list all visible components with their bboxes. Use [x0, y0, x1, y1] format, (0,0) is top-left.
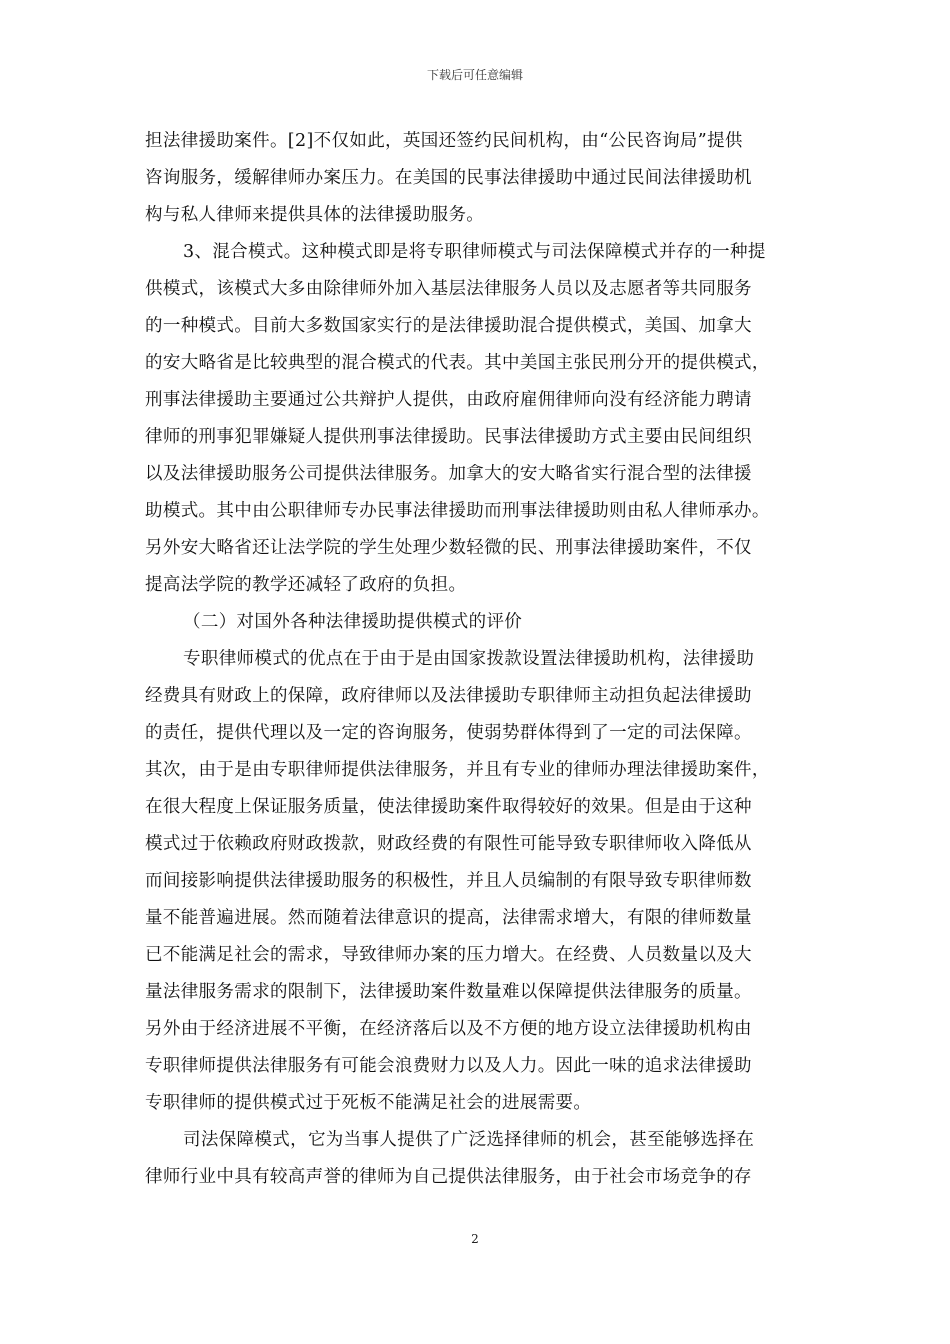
page-header: 下载后可任意编辑 — [426, 68, 523, 82]
body-line: 的安大略省是比较典型的混合模式的代表。其中美国主张民刑分开的提供模式， — [145, 353, 770, 373]
body-line: 律师的刑事犯罪嫌疑人提供刑事法律援助。民事法律援助方式主要由民间组织 — [145, 427, 752, 447]
body-line: 以及法律援助服务公司提供法律服务。加拿大的安大略省实行混合型的法律援 — [145, 464, 752, 484]
body-line: 专职律师的提供模式过于死板不能满足社会的进展需要。 — [145, 1093, 592, 1113]
body-line: 刑事法律援助主要通过公共辩护人提供，由政府雇佣律师向没有经济能力聘请 — [145, 390, 752, 410]
body-line: 构与私人律师来提供具体的法律援助服务。 — [145, 205, 485, 225]
body-line: 经费具有财政上的保障，政府律师以及法律援助专职律师主动担负起法律援助 — [145, 686, 752, 706]
body-line: 另外安大略省还让法学院的学生处理少数轻微的民、刑事法律援助案件，不仅 — [145, 538, 752, 558]
body-line: 专职律师提供法律服务有可能会浪费财力以及人力。因此一味的追求法律援助 — [145, 1056, 752, 1076]
paragraph-first-line: 司法保障模式，它为当事人提供了广泛选择律师的机会，甚至能够选择在 — [183, 1130, 755, 1150]
body-line: 的责任，提供代理以及一定的咨询服务，使弱势群体得到了一定的司法保障。 — [145, 723, 752, 743]
body-line: 律师行业中具有较高声誉的律师为自己提供法律服务，由于社会市场竞争的存 — [145, 1167, 752, 1187]
body-line: 模式过于依赖政府财政拨款，财政经费的有限性可能导致专职律师收入降低从 — [145, 834, 752, 854]
body-line: 担法律援助案件。[2]不仅如此，英国还签约民间机构，由“公民咨询局”提供 — [145, 131, 743, 151]
section-heading: （二）对国外各种法律援助提供模式的评价 — [183, 612, 523, 632]
body-line: 已不能满足社会的需求，导致律师办案的压力增大。在经费、人员数量以及大 — [145, 945, 752, 965]
body-line: 供模式，该模式大多由除律师外加入基层法律服务人员以及志愿者等共同服务 — [145, 279, 752, 299]
body-line: 量不能普遍进展。然而随着法律意识的提高，法律需求增大，有限的律师数量 — [145, 908, 752, 928]
body-line: 另外由于经济进展不平衡，在经济落后以及不方便的地方设立法律援助机构由 — [145, 1019, 752, 1039]
body-line: 的一种模式。目前大多数国家实行的是法律援助混合提供模式，美国、加拿大 — [145, 316, 752, 336]
body-line: 助模式。其中由公职律师专办民事法律援助而刑事法律援助则由私人律师承办。 — [145, 501, 770, 521]
body-line: 量法律服务需求的限制下，法律援助案件数量难以保障提供法律服务的质量。 — [145, 982, 752, 1002]
body-line: 在很大程度上保证服务质量，使法律援助案件取得较好的效果。但是由于这种 — [145, 797, 752, 817]
paragraph-first-line: 专职律师模式的优点在于由于是由国家拨款设置法律援助机构，法律援助 — [183, 649, 755, 669]
page-number: 2 — [471, 1232, 479, 1246]
body-line: 其次，由于是由专职律师提供法律服务，并且有专业的律师办理法律援助案件， — [145, 760, 770, 780]
body-line: 咨询服务，缓解律师办案压力。在美国的民事法律援助中通过民间法律援助机 — [145, 168, 752, 188]
body-line: 提高法学院的教学还减轻了政府的负担。 — [145, 575, 467, 595]
body-line: 而间接影响提供法律援助服务的积极性，并且人员编制的有限导致专职律师数 — [145, 871, 752, 891]
paragraph-first-line: 3、混合模式。这种模式即是将专职律师模式与司法保障模式并存的一种提 — [183, 242, 766, 262]
